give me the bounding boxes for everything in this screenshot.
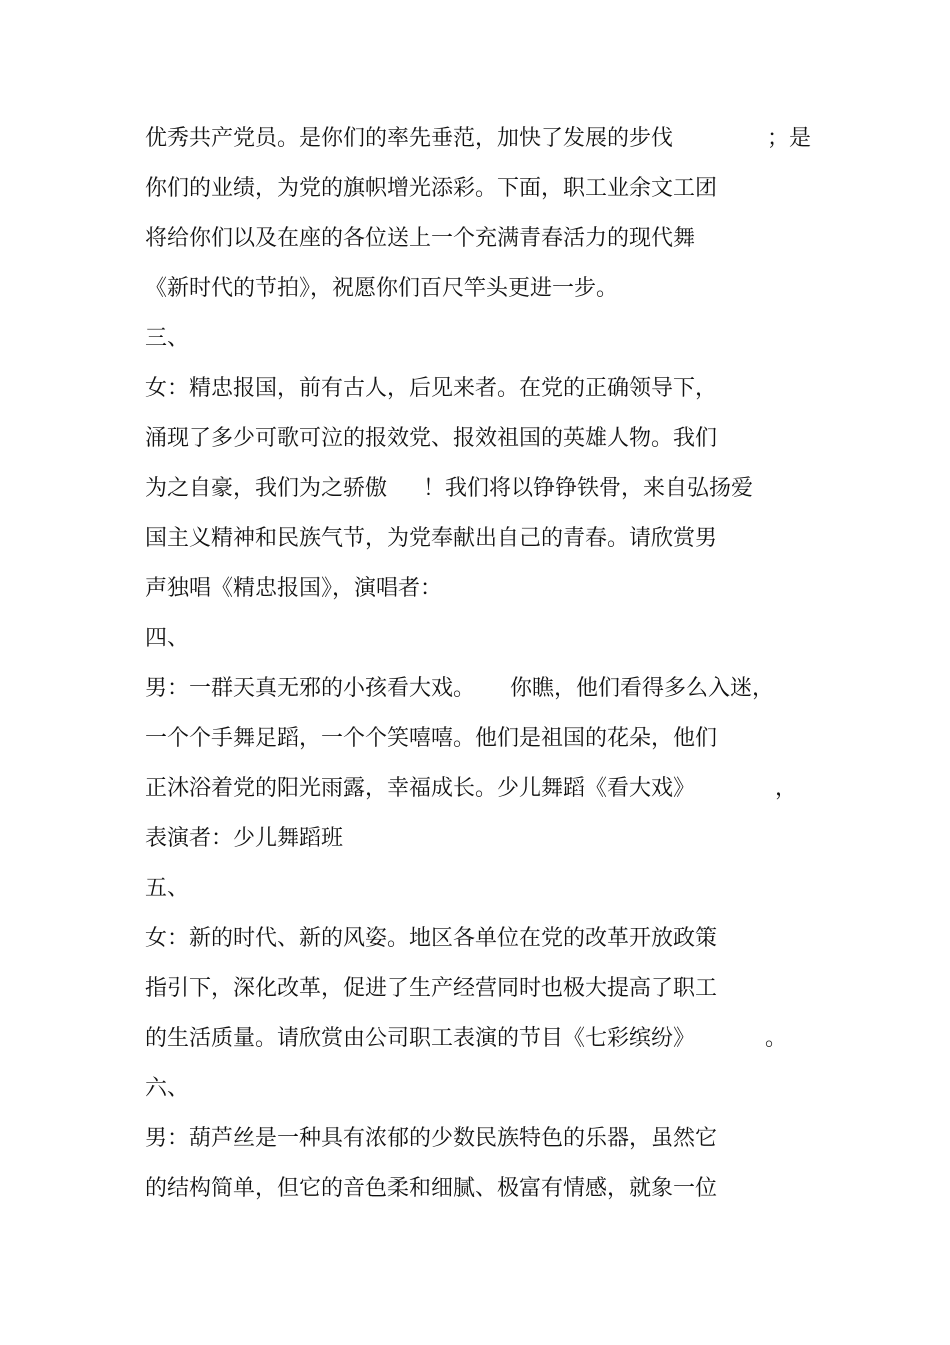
text-segment: 表演者：少儿舞蹈班 (145, 826, 344, 851)
text-segment: ， (775, 776, 798, 801)
text-segment: 将给你们以及在座的各位送上一个充满青春活力的现代舞 (145, 226, 696, 251)
text-segment: 正沐浴着党的阳光雨露，幸福成长。少儿舞蹈《看大戏》 (145, 776, 696, 801)
text-segment: 声独唱《精忠报国》，演唱者： (145, 576, 443, 601)
text-segment: 为之自豪，我们为之骄傲 (145, 476, 388, 501)
text-line (145, 974, 718, 1004)
text-line (145, 424, 718, 454)
text-segment: 六、 (145, 1076, 190, 1101)
text-segment: ！我们将以铮铮铁骨，来自弘扬爱 (423, 476, 754, 501)
text-segment: 四、 (145, 626, 190, 651)
text-line (145, 374, 718, 404)
text-segment: 国主义精神和民族气节，为党奉献出自己的青春。请欣赏男 (145, 526, 718, 551)
text-segment: 优秀共产党员。是你们的率先垂范，加快了发展的步伐 (145, 126, 674, 151)
text-line (145, 774, 798, 804)
text-segment: 女：新的时代、新的风姿。地区各单位在党的改革开放政策 (145, 926, 718, 951)
text-segment: 三、 (145, 326, 190, 351)
text-segment: 你们的业绩，为党的旗帜增光添彩。下面，职工业余文工团 (145, 176, 718, 201)
text-segment: ；是 (767, 126, 812, 151)
text-line (145, 724, 718, 754)
text-line (145, 574, 443, 604)
text-line (145, 924, 718, 954)
section-heading (145, 1074, 190, 1104)
text-segment: 男：一群天真无邪的小孩看大戏。 (145, 676, 476, 701)
text-segment: 。 (765, 1026, 788, 1051)
text-line (145, 174, 718, 204)
text-line (145, 1124, 718, 1154)
text-segment: 涌现了多少可歌可泣的报效党、报效祖国的英雄人物。我们 (145, 426, 718, 451)
text-line (145, 224, 696, 254)
text-segment: 的结构简单，但它的音色柔和细腻、极富有情感，就象一位 (145, 1176, 718, 1201)
text-segment: 五、 (145, 876, 190, 901)
text-line (145, 124, 812, 154)
section-heading (145, 874, 190, 904)
text-line (145, 1024, 788, 1054)
text-segment: 女：精忠报国，前有古人，后见来者。在党的正确领导下， (145, 376, 718, 401)
text-segment: 一个个手舞足蹈，一个个笑嘻嘻。他们是祖国的花朵，他们 (145, 726, 718, 751)
text-segment: 《新时代的节拍》，祝愿你们百尺竿头更进一步。 (145, 276, 619, 301)
text-line (145, 274, 619, 304)
text-line (145, 1174, 718, 1204)
text-line (145, 824, 344, 854)
text-line (145, 674, 775, 704)
text-segment: 的生活质量。请欣赏由公司职工表演的节目《七彩缤纷》 (145, 1026, 696, 1051)
text-line (145, 524, 718, 554)
text-segment: 你瞧，他们看得多么入迷， (510, 676, 775, 701)
text-line (145, 474, 754, 504)
section-heading (145, 624, 190, 654)
text-segment: 男：葫芦丝是一种具有浓郁的少数民族特色的乐器，虽然它 (145, 1126, 718, 1151)
section-heading (145, 324, 190, 354)
text-segment: 指引下，深化改革，促进了生产经营同时也极大提高了职工 (145, 976, 718, 1001)
